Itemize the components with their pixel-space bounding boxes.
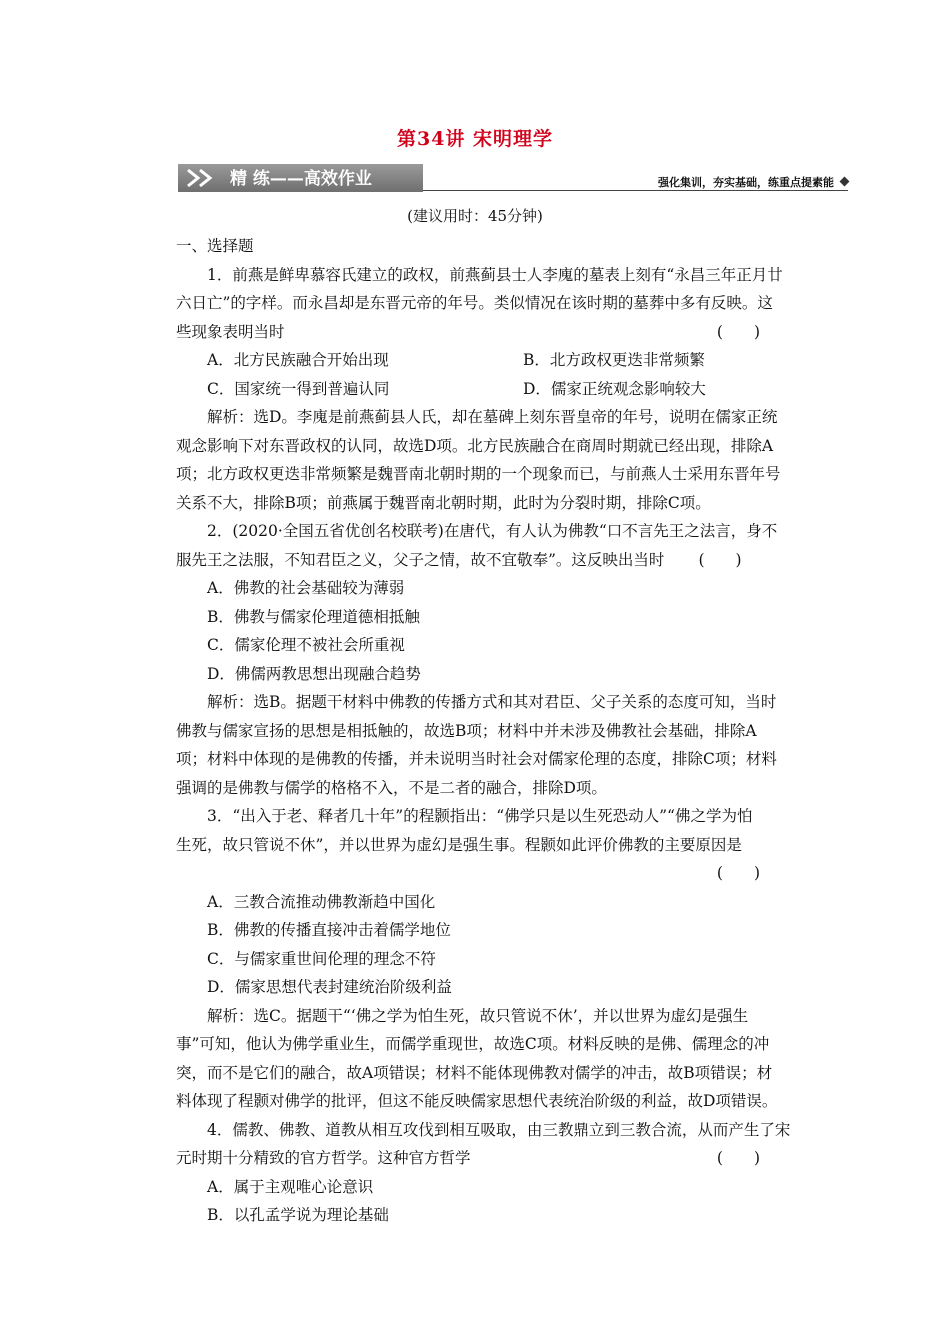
q3-stem-line: 生死，故只管说不休”，并以世界为虚幻是强生事。程颢如此评价佛教的主要原因是: [176, 835, 742, 854]
answer-bracket: ( ): [716, 322, 760, 341]
option-b: B．佛教的传播直接冲击着儒学地位: [207, 921, 451, 939]
banner-shape: [178, 164, 423, 192]
q1-stem-line: 六日亡”的字样。而永昌却是东晋元帝的年号。类似情况在该时期的墓葬中多有反映。这: [176, 294, 773, 312]
q2-stem-line: [176, 546, 806, 575]
q1-explanation: 关系不大，排除B项；前燕属于魏晋南北朝时期，此时为分裂时期，排除C项。: [176, 493, 711, 512]
answer-bracket: ( ): [698, 550, 742, 569]
option-b: B．以孔孟学说为理论基础: [207, 1206, 389, 1224]
q4-stem-line: [176, 1144, 806, 1173]
lesson-title: 第34讲 宋明理学: [396, 128, 554, 150]
q2-explanation: 项；材料中体现的是佛教的传播，并未说明当时社会对儒家伦理的态度，排除C项；材料: [176, 750, 777, 768]
option-c: C．国家统一得到普遍认同: [207, 379, 390, 398]
option-d: D．儒家思想代表封建统治阶级利益: [207, 978, 452, 996]
q1-stem-line: 1．前燕是鲜卑慕容氏建立的政权，前燕蓟县士人李廆的墓表上刻有“永昌三年正月廿: [207, 265, 783, 284]
q1-stem-line: [176, 318, 806, 347]
q4-stem-line: 4．儒教、佛教、道教从相互攻伐到相互吸取，由三教鼎立到三教合流，从而产生了宋: [207, 1120, 791, 1139]
option-b: B．佛教与儒家伦理道德相抵触: [207, 607, 420, 626]
q3-explanation: 突，而不是它们的融合，故A项错误；材料不能体现佛教对儒学的冲击，故B项错误；材: [176, 1063, 773, 1082]
q3-explanation: 解析：选C。据题干“‘佛之学为怕生死，故只管说不休’，并以世界为虚幻是强生: [207, 1006, 749, 1025]
q2-explanation: 强调的是佛教与儒学的格格不入，不是二者的融合，排除D项。: [176, 778, 607, 797]
answer-bracket: ( ): [716, 1149, 760, 1167]
q3-explanation: 料体现了程颢对佛学的批评，但这不能反映儒家思想代表统治阶级的利益，故D项错误。: [176, 1092, 778, 1110]
chevron-right-icon: [184, 168, 224, 188]
option-a: A．三教合流推动佛教渐趋中国化: [207, 892, 436, 911]
q1-explanation: 解析：选D。李廆是前燕蓟县人氏，却在墓碑上刻东晋皇帝的年号，说明在儒家正统: [207, 408, 778, 426]
exercise-content: [176, 232, 806, 1230]
q1-options-row: [176, 375, 806, 404]
q2-stem-text: 服先王之法服，不知君臣之义，父子之情，故不宜敬奉”。这反映出当时: [176, 550, 665, 569]
suggested-time: (建议用时：45分钟): [407, 207, 543, 225]
q1-explanation: 观念影响下对东晋政权的认同，故选D项。北方民族融合在商周时期就已经出现，排除A: [176, 436, 774, 455]
option-a: A．北方民族融合开始出现: [207, 351, 389, 369]
section-banner: [178, 164, 848, 194]
q1-explanation: 项；北方政权更迭非常频繁是魏晋南北朝时期的一个现象而已，与前燕人士采用东晋年号: [176, 465, 781, 483]
option-a: A．佛教的社会基础较为薄弱: [207, 579, 405, 597]
option-c: C．儒家伦理不被社会所重视: [207, 636, 405, 654]
q3-explanation: 事”可知，他认为佛学重业生，而儒学重现世，故选C项。材料反映的是佛、儒理念的冲: [176, 1035, 770, 1053]
option-c: C．与儒家重世间伦理的理念不符: [207, 949, 436, 968]
option-a: A．属于主观唯心论意识: [207, 1177, 374, 1196]
diamond-icon: [840, 177, 850, 187]
q2-explanation: 解析：选B。据题干材料中佛教的传播方式和其对君臣、父子关系的态度可知，当时: [207, 693, 777, 711]
option-d: D．儒家正统观念影响较大: [523, 379, 706, 398]
q1-options-row: [176, 346, 806, 375]
answer-bracket: ( ): [716, 864, 760, 882]
banner-label: 精 练——高效作业: [230, 169, 372, 189]
option-d: D．佛儒两教思想出现融合趋势: [207, 664, 421, 683]
q4-stem-text: 元时期十分精致的官方哲学。这种官方哲学: [176, 1149, 471, 1167]
q1-stem-text: 些现象表明当时: [176, 322, 285, 341]
q2-stem-line: 2．(2020·全国五省优创名校联考)在唐代，有人认为佛教“口不言先王之法言，身不: [207, 522, 778, 540]
section-heading: 一、选择题: [176, 237, 254, 255]
banner-tagline: 强化集训，夯实基础，练重点提素能: [658, 176, 834, 189]
option-b: B．北方政权更迭非常频繁: [523, 351, 705, 369]
q3-stem-line: 3．“出入于老、释者几十年”的程颢指出：“佛学只是以生死恐动人”“佛之学为怕: [207, 807, 753, 825]
banner-rule: [423, 190, 848, 191]
q2-explanation: 佛教与儒家宣扬的思想是相抵触的，故选B项；材料中并未涉及佛教社会基础，排除A: [176, 721, 757, 740]
